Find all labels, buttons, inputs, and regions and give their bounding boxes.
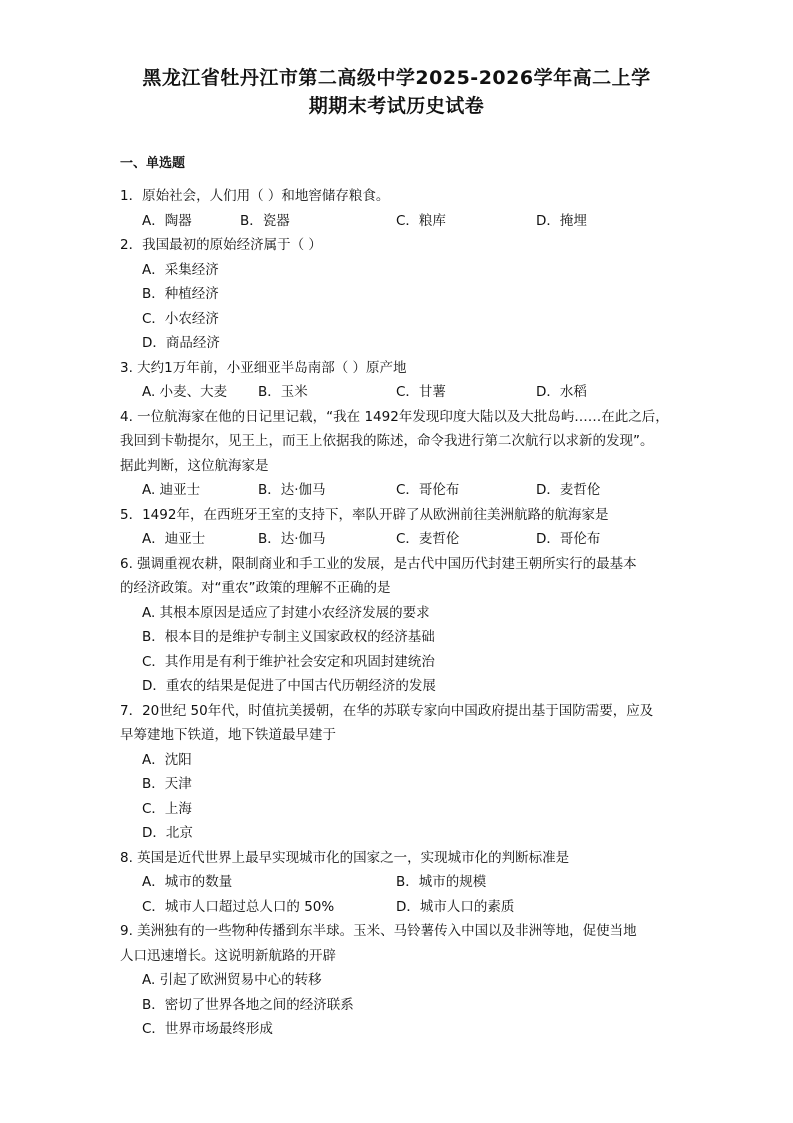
- question-1-option-a: A．陶器: [142, 213, 192, 229]
- question-9-option-b: B．密切了世界各地之间的经济联系: [142, 997, 354, 1013]
- question-3-option-c: C．甘薯: [396, 384, 446, 400]
- question-4-option-b: B．达·伽马: [258, 482, 326, 498]
- question-2-option-d: D．商品经济: [142, 335, 220, 351]
- question-4-option-c: C．哥伦布: [396, 482, 460, 498]
- question-7-stem-line1: 7．20世纪 50年代，时值抗美援朝，在华的苏联专家向中国政府提出基于国防需要，应及: [120, 703, 654, 719]
- question-7-option-d: D．北京: [142, 825, 193, 841]
- question-6-option-c: C．其作用是有利于维护社会安定和巩固封建统治: [142, 654, 435, 670]
- question-3-option-d: D．水稻: [536, 384, 587, 400]
- question-2-option-a: A．采集经济: [142, 262, 219, 278]
- question-4-option-d: D．麦哲伦: [536, 482, 601, 498]
- exam-title-line2: 期期末考试历史试卷: [308, 95, 485, 117]
- question-6-option-a: A. 其根本原因是适应了封建小农经济发展的要求: [142, 605, 430, 621]
- question-5-option-b: B．达·伽马: [258, 531, 326, 547]
- section-heading: 一、单选题: [120, 156, 186, 171]
- question-4-option-a: A. 迪亚士: [142, 482, 201, 498]
- question-4-stem-line2: 我回到卡勒提尔，见王上，而王上依据我的陈述，命令我进行第二次航行以求新的发现”。: [120, 433, 654, 449]
- question-2-option-c: C．小农经济: [142, 311, 219, 327]
- question-2-option-b: B．种植经济: [142, 286, 219, 302]
- question-1-option-b: B．瓷器: [240, 213, 290, 229]
- question-4-stem-line1: 4. 一位航海家在他的日记里记载，“我在 1492年发现印度大陆以及大批岛屿……在此之后，: [120, 409, 669, 425]
- exam-title-line1: 黑龙江省牡丹江市第二高级中学2025-2026学年高二上学: [142, 67, 651, 89]
- question-9-option-a: A. 引起了欧洲贸易中心的转移: [142, 972, 322, 988]
- question-6-option-b: B．根本目的是维护专制主义国家政权的经济基础: [142, 629, 435, 645]
- question-2-stem: 2．我国最初的原始经济属于（ ）: [120, 237, 322, 253]
- question-7-option-b: B．天津: [142, 776, 192, 792]
- question-9-option-c: C．世界市场最终形成: [142, 1021, 273, 1037]
- question-6-stem-line2: 的经济政策。对“重农”政策的理解不正确的是: [120, 580, 391, 596]
- question-3-option-b: B．玉米: [258, 384, 308, 400]
- question-8-option-d: D．城市人口的素质: [396, 899, 515, 915]
- question-4-stem-line3: 据此判断，这位航海家是: [120, 458, 269, 474]
- question-7-option-a: A．沈阳: [142, 752, 192, 768]
- question-8-option-b: B．城市的规模: [396, 874, 487, 890]
- question-5-option-c: C．麦哲伦: [396, 531, 460, 547]
- question-1-option-c: C．粮库: [396, 213, 446, 229]
- question-8-option-c: C．城市人口超过总人口的 50%: [142, 899, 335, 915]
- question-3-option-a: A. 小麦、大麦: [142, 384, 228, 400]
- question-8-stem: 8. 英国是近代世界上最早实现城市化的国家之一，实现城市化的判断标准是: [120, 850, 570, 866]
- question-9-stem-line2: 人口迅速增长。这说明新航路的开辟: [120, 948, 336, 964]
- question-7-option-c: C．上海: [142, 801, 192, 817]
- question-3-stem: 3. 大约1万年前，小亚细亚半岛南部（ ）原产地: [120, 360, 407, 376]
- question-1-option-d: D．掩埋: [536, 213, 587, 229]
- question-5-option-a: A．迪亚士: [142, 531, 206, 547]
- question-6-stem-line1: 6. 强调重视农耕，限制商业和手工业的发展，是古代中国历代封建王朝所实行的最基本: [120, 556, 637, 572]
- question-8-option-a: A．城市的数量: [142, 874, 233, 890]
- question-9-stem-line1: 9. 美洲独有的一些物种传播到东半球。玉米、马铃薯传入中国以及非洲等地，促使当地: [120, 923, 637, 939]
- question-7-stem-line2: 早筹建地下铁道，地下铁道最早建于: [120, 727, 336, 743]
- question-5-stem: 5．1492年，在西班牙王室的支持下，率队开辟了从欧洲前往美洲航路的航海家是: [120, 507, 609, 523]
- question-6-option-d: D．重农的结果是促进了中国古代历朝经济的发展: [142, 678, 436, 694]
- question-1-stem: 1．原始社会，人们用（ ）和地窖储存粮食。: [120, 188, 390, 204]
- question-5-option-d: D．哥伦布: [536, 531, 601, 547]
